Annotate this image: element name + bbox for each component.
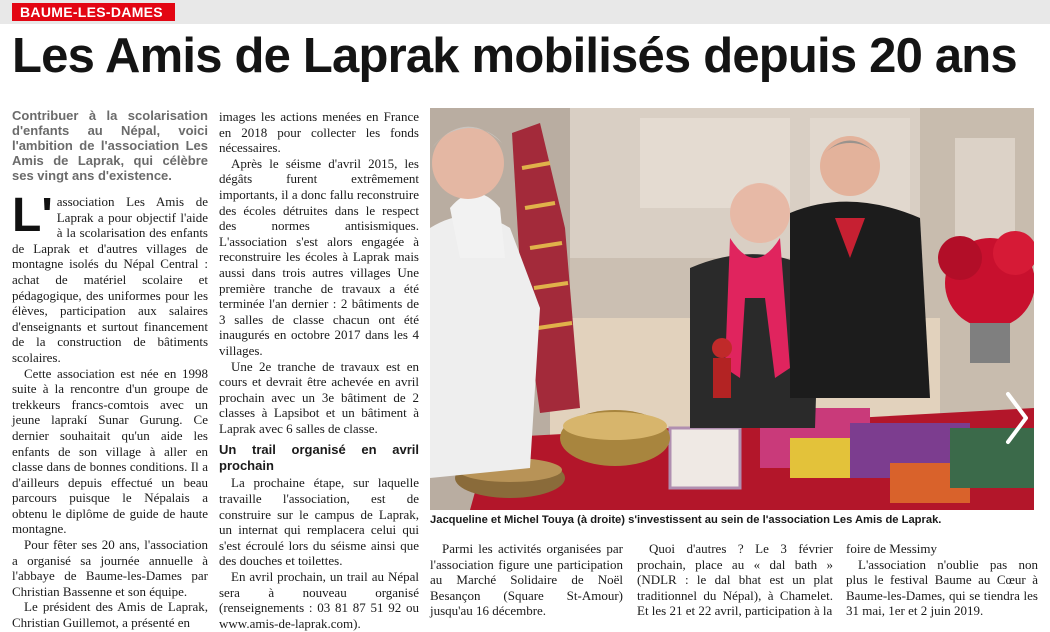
paragraph: La prochaine étape, sur laquelle travaille l'association, est de construire sur le campus de Laprak, un internat qui remplacera celui qui s'est écroulé lors du séisme ainsi que des douches et toilettes. <box>219 475 419 569</box>
photo-caption: Jacqueline et Michel Touya (à droite) s'investissent au sein de l'association Les Amis de Laprak. <box>430 514 942 526</box>
article-column-4 <box>637 541 833 619</box>
paragraph: Le président des Amis de Laprak, Christian Guillemot, a présenté en <box>12 599 208 631</box>
lead-paragraph <box>12 189 208 366</box>
article-photo <box>430 108 1034 510</box>
paragraph: Pour fêter ses 20 ans, l'association a organisé sa journée annuelle à l'abbaye de Baume-les-Dames par Christian Bassenne et son équipe. <box>12 537 208 599</box>
article-column-3 <box>430 541 623 619</box>
drop-cap: L' <box>12 189 53 242</box>
paragraph: Cette association est née en 1998 suite à la rencontre d'un groupe de trekkeurs francs-comtois avec un jeune laprakí Sunar Gurung. Ce dernier souhaitait qu'un aide les enfants de son village à aller en classe dans de bonnes conditions. Il a d'ailleurs depuis effectué un beau parcours puisque le Népalais a obtenu le diplôme de guide de haute montagne. <box>12 365 208 537</box>
article-column-2 <box>219 109 419 631</box>
paragraph: Après le séisme d'avril 2015, les dégâts furent extrêmement importants, il a donc fallu reconstruire des écoles détruites dans le respect des normes antisismiques. L'association s'est alors engagée à reconstruire les écoles à Laprak mais aussi dans trois autres villages Une première tranche de travaux a été terminée l'an dernier : 2 bâtiments de 3 salles de classe chacun ont été inaugurés en octobre 2017 dans les 4 villages. <box>219 155 419 358</box>
paragraph: Quoi d'autres ? Le 3 février prochain, place au « dal bath » (NDLR : le dal bhat est un plat traditionnel du Népal), à Chamelet. Et les 21 et 22 avril, participation à la <box>637 541 833 619</box>
section-tag: BAUME-LES-DAMES <box>12 3 175 21</box>
paragraph: L'association n'oublie pas non plus le festival Baume au Cœur à Baume-les-Dames, qui se tiendra les 31 mai, 1er et 2 juin 2019. <box>846 556 1038 619</box>
paragraph: images les actions menées en France en 2018 pour collecter les fonds nécessaires. <box>219 109 419 156</box>
subheading: Un trail organisé en avril prochain <box>219 442 419 474</box>
article-column-1 <box>12 108 208 631</box>
lead-text: association Les Amis de Laprak a pour objectif l'aide à la scolarisation des enfants de Laprak et d'autres villages de montagne isolés du Népal Central : achat de matériel scolaire et pédagogique, des uniformes pour les élèves, participation aux salaires d'enseignants et surtout financement de la construction de bâtiments scolaires. <box>12 194 208 365</box>
chapo: Contribuer à la scolarisation d'enfants au Népal, voici l'ambition de l'association Les Amis de Laprak, qui célèbre ses vingt ans d'existence. <box>12 108 208 183</box>
headline: Les Amis de Laprak mobilisés depuis 20 ans <box>12 29 1017 83</box>
paragraph: En avril prochain, un trail au Népal sera à nouveau organisé (renseignements : 03 81 87 51 92 ou www.amis-de-laprak.com). <box>219 569 419 631</box>
paragraph: Parmi les activités organisées par l'association figure une participation au Marché Solidaire de Noël Besançon (Square St-Amour) jusqu'au 16 décembre. <box>430 541 623 619</box>
paragraph: Une 2e tranche de travaux est en cours et devrait être achevée en avril prochain avec un 3e bâtiment de 2 classes à Lapsibot et un bâtiment à Laprak avec 6 salles de classe. <box>219 358 419 436</box>
paragraph: foire de Messimy <box>846 541 937 556</box>
article-column-5 <box>846 541 1038 619</box>
